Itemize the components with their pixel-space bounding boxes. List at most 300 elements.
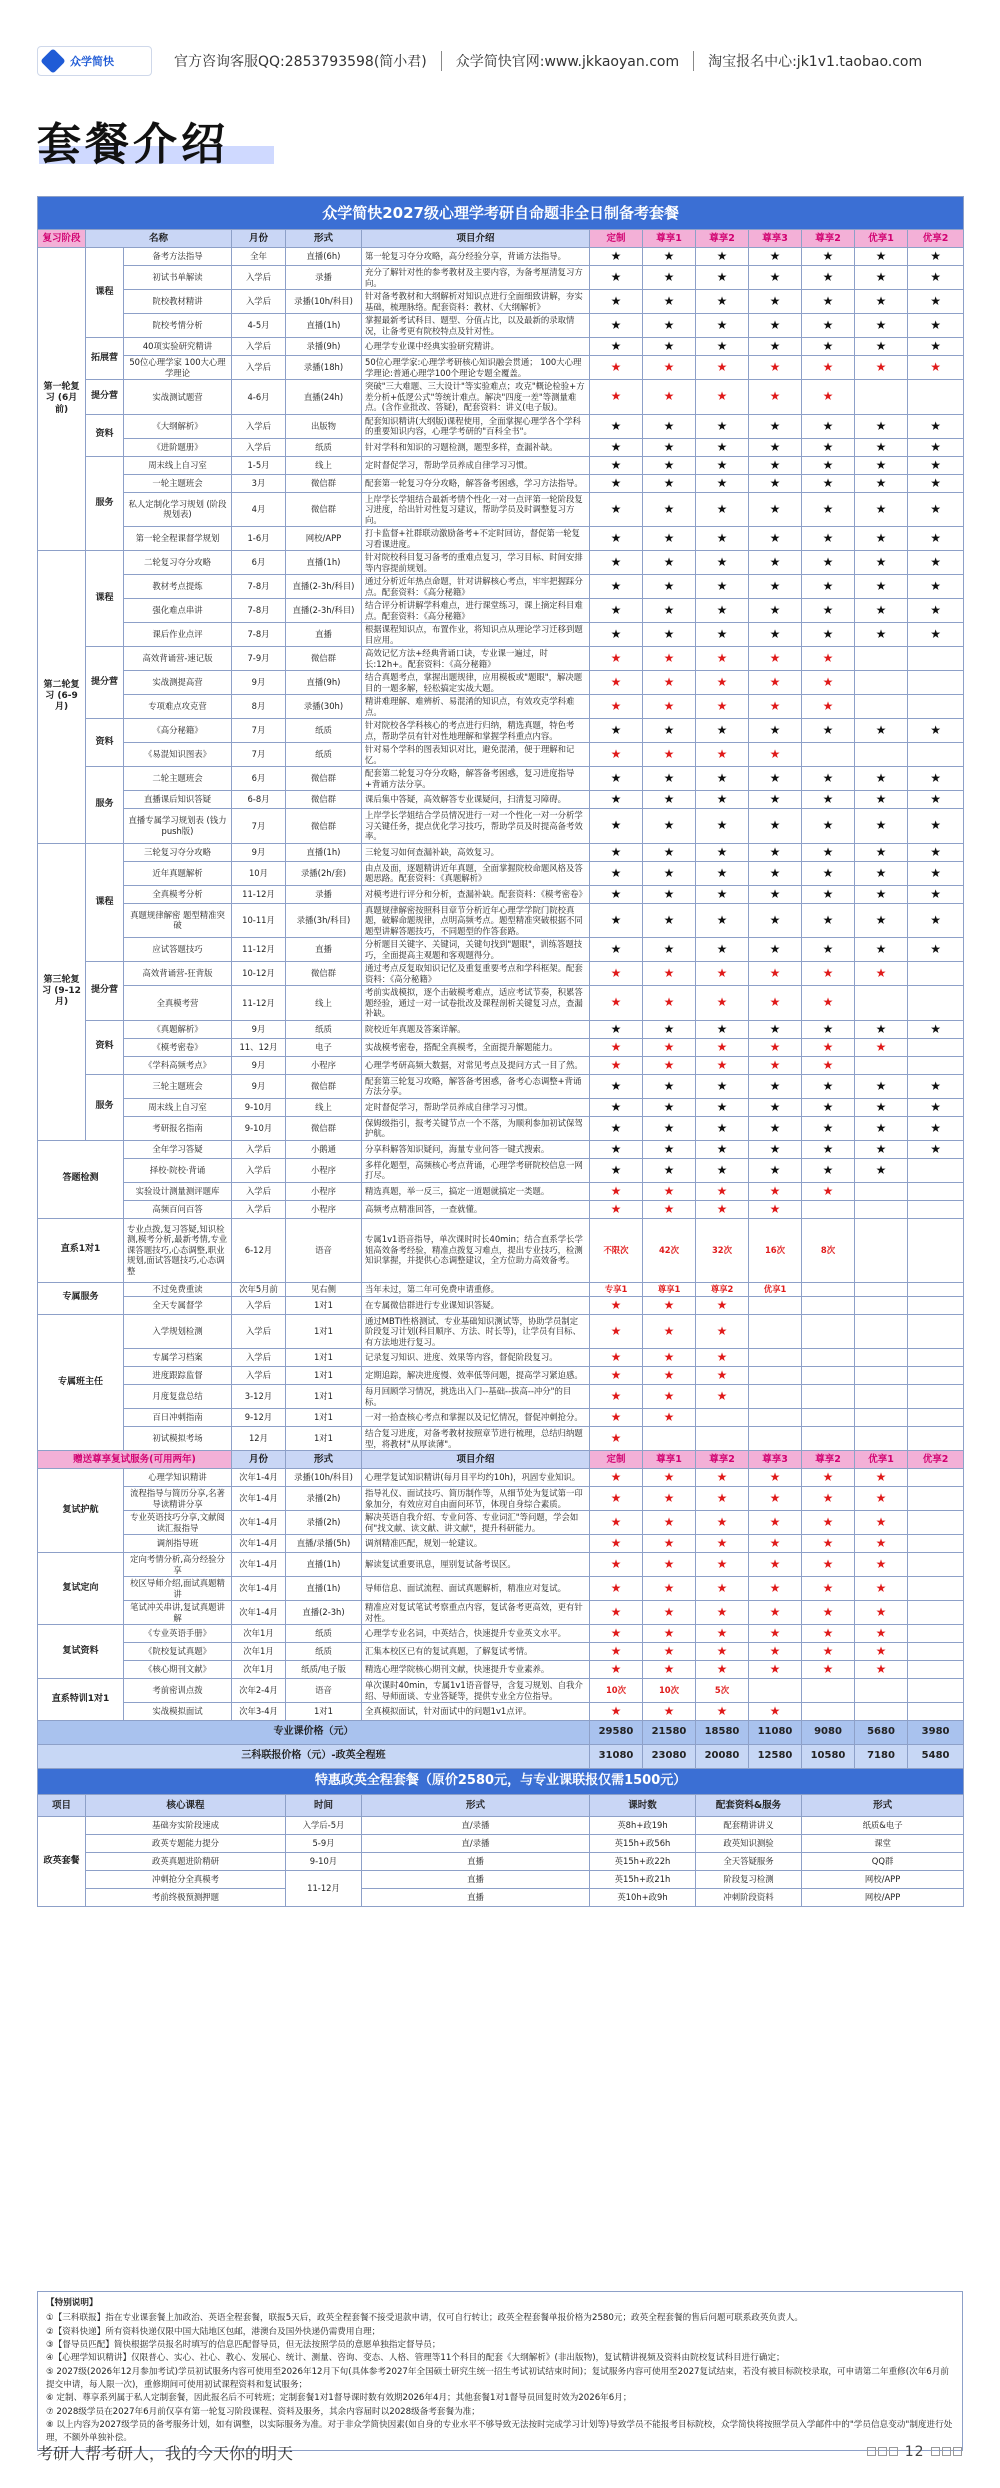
item-name: 院校考情分析 <box>124 314 232 338</box>
package-cell <box>802 767 855 791</box>
package-cell <box>643 1661 696 1679</box>
table-row <box>38 380 964 415</box>
star-icon: ★ <box>610 1099 622 1114</box>
item-intro: 多样化题型，高频核心考点背诵，心理学考研院校信息一网打尽。 <box>362 1158 590 1182</box>
star-icon: ★ <box>716 1350 728 1364</box>
note-item: ⑦ 2028级学员在2027年6月前仅享有第一轮复习阶段课程、资料及服务，其余内容届时以2028级备考套餐为准； <box>46 2406 480 2417</box>
item-month: 入学后 <box>232 1182 286 1200</box>
package-cell <box>643 1625 696 1643</box>
item-form: 录播(18h) <box>286 356 362 380</box>
item-name: 专项难点攻克营 <box>124 695 232 719</box>
item-form: 直播(2-3h/科目) <box>286 575 362 599</box>
star-icon: ★ <box>663 1078 675 1093</box>
item-name: 流程指导与简历分享,名著导读精讲分享 <box>124 1487 232 1511</box>
package-cell <box>643 551 696 575</box>
session-count <box>855 1679 908 1703</box>
star-icon: ★ <box>610 1057 622 1072</box>
package-cell <box>696 1553 749 1577</box>
table-row <box>38 1282 964 1296</box>
package-cell <box>855 671 908 695</box>
package-cell <box>908 719 964 743</box>
package-cell <box>696 1535 749 1553</box>
package-cell <box>749 1182 802 1200</box>
star-icon: ★ <box>822 603 834 617</box>
package-cell <box>696 1074 749 1098</box>
item-month: 11-12月 <box>232 986 286 1021</box>
item-form: 微信群 <box>286 767 362 791</box>
package-cell <box>643 1200 696 1218</box>
group-label: 资料 <box>86 1020 124 1074</box>
package-cell <box>908 266 964 290</box>
star-icon: ★ <box>769 1470 781 1484</box>
star-icon: ★ <box>716 457 728 472</box>
item-intro: 精讲难理解、难辨析、易混淆的知识点，有效攻克学科难点。 <box>362 695 590 719</box>
star-icon: ★ <box>930 579 941 593</box>
header-taobao[interactable]: 淘宝报名中心:jk1v1.taobao.com <box>693 51 936 71</box>
package-cell <box>643 1038 696 1056</box>
item-name: 百日冲刺指南 <box>124 1409 232 1427</box>
star-icon: ★ <box>610 1662 622 1676</box>
table-row <box>38 290 964 314</box>
package-cell <box>696 456 749 474</box>
star-icon: ★ <box>716 270 728 284</box>
item-form: 语音 <box>286 1679 362 1703</box>
package-cell <box>696 1056 749 1074</box>
table-row <box>38 456 964 474</box>
star-icon: ★ <box>822 249 834 263</box>
item-month: 7-8月 <box>232 599 286 623</box>
star-icon: ★ <box>930 865 941 880</box>
package-cell <box>643 1535 696 1553</box>
star-icon: ★ <box>930 418 941 433</box>
col-package: 尊享1 <box>643 1451 696 1469</box>
star-icon: ★ <box>716 723 728 737</box>
section-label: 答题检测 <box>38 1140 124 1218</box>
item-name: 全年学习答疑 <box>124 1140 232 1158</box>
star-icon: ★ <box>769 818 781 833</box>
policy-time: 入学后-5月 <box>286 1817 362 1835</box>
star-icon: ★ <box>930 339 941 353</box>
star-icon: ★ <box>822 1644 834 1658</box>
star-icon: ★ <box>716 818 728 833</box>
star-icon: ★ <box>875 1120 887 1135</box>
col-package: 优享1 <box>855 1451 908 1469</box>
package-cell <box>643 356 696 380</box>
item-month: 6月 <box>232 767 286 791</box>
package-cell <box>749 575 802 599</box>
policy-course: 考前终极预测押题 <box>86 1889 286 1907</box>
star-icon: ★ <box>610 1644 622 1658</box>
package-cell <box>855 1296 908 1314</box>
star-icon: ★ <box>930 360 941 374</box>
star-icon: ★ <box>769 603 781 617</box>
package-cell <box>696 1020 749 1038</box>
item-month: 11、12月 <box>232 1038 286 1056</box>
package-cell <box>908 885 964 903</box>
item-form: 直播(1h) <box>286 1553 362 1577</box>
star-icon: ★ <box>716 1039 728 1054</box>
item-month: 入学后 <box>232 356 286 380</box>
star-icon: ★ <box>663 651 675 665</box>
package-cell <box>908 1511 964 1535</box>
star-icon: ★ <box>716 1099 728 1114</box>
package-cell <box>696 1427 749 1451</box>
policy-hours: 英8h+政19h <box>590 1817 696 1835</box>
item-form: 录播(3h/科目) <box>286 903 362 938</box>
package-cell <box>696 647 749 671</box>
package-cell <box>908 1098 964 1116</box>
package-cell <box>908 575 964 599</box>
footer-slogan: 考研人帮考研人，我的今天你的明天 <box>37 2443 294 2463</box>
item-intro: 结合复习进度，对备考教材按照章节进行梳理，总结归纳题型，将教材"从厚读薄"。 <box>362 1427 590 1451</box>
item-intro: 实战模考密卷，搭配全真模考，全面提升解题能力。 <box>362 1038 590 1056</box>
reexam-col-month: 月份 <box>232 1451 286 1469</box>
star-icon: ★ <box>716 1581 728 1595</box>
combo-price-value: 31080 <box>590 1745 643 1769</box>
package-cell <box>696 671 749 695</box>
item-name: 月度复盘总结 <box>124 1385 232 1409</box>
policy-form2: 网校/APP <box>802 1871 964 1889</box>
item-month: 9月 <box>232 843 286 861</box>
session-count: 不限次 <box>590 1218 643 1282</box>
policy-col-course: 核心课程 <box>86 1795 286 1817</box>
table-row <box>38 474 964 492</box>
table-row <box>38 743 964 767</box>
item-form: 直播(2-3h) <box>286 1601 362 1625</box>
policy-banner: 特惠政英全程套餐（原价2580元，与专业课联报仅需1500元） <box>38 1769 964 1795</box>
policy-form: 直播 <box>362 1853 590 1871</box>
item-month: 入学后 <box>232 266 286 290</box>
star-icon: ★ <box>769 249 781 263</box>
package-cell <box>855 861 908 885</box>
star-icon: ★ <box>663 1201 675 1216</box>
page-decor-icon <box>867 2447 876 2456</box>
star-icon: ★ <box>769 886 781 901</box>
star-icon: ★ <box>663 865 675 880</box>
star-icon: ★ <box>663 579 675 593</box>
col-package: 优享1 <box>855 230 908 248</box>
package-cell <box>696 885 749 903</box>
package-cell <box>855 551 908 575</box>
package-cell <box>855 527 908 551</box>
table-row <box>38 623 964 647</box>
star-icon: ★ <box>663 1491 675 1505</box>
package-cell <box>696 1643 749 1661</box>
policy-col-item: 项目 <box>38 1795 86 1817</box>
policy-col-form: 形式 <box>362 1795 590 1817</box>
package-cell <box>590 671 643 695</box>
item-name: 周末线上自习室 <box>124 1098 232 1116</box>
star-icon: ★ <box>822 531 834 545</box>
table-row <box>38 1056 964 1074</box>
item-month: 12月 <box>232 1427 286 1451</box>
package-cell <box>855 1487 908 1511</box>
item-name: 笔试冲关串讲,复试真题讲解 <box>124 1601 232 1625</box>
star-icon: ★ <box>610 418 622 433</box>
package-cell <box>855 623 908 647</box>
package-cell <box>802 1601 855 1625</box>
star-icon: ★ <box>875 942 887 956</box>
star-icon: ★ <box>716 579 728 593</box>
col-package: 尊享3 <box>749 1451 802 1469</box>
star-icon: ★ <box>822 1662 834 1676</box>
item-name: 《模考密卷》 <box>124 1038 232 1056</box>
item-intro: 上岸学长学姐结合学员情况进行一对一个性化一对一分析学习关键任务，提点优化学习技巧，帮助学员及时提高备考效率。 <box>362 809 590 844</box>
package-cell <box>696 380 749 415</box>
star-icon: ★ <box>875 555 887 569</box>
item-name: 初试模拟考场 <box>124 1427 232 1451</box>
package-cell <box>749 962 802 986</box>
package-cell <box>802 1056 855 1074</box>
star-icon: ★ <box>822 942 834 956</box>
package-cell <box>749 599 802 623</box>
package-cell <box>908 1038 964 1056</box>
table-row <box>38 1703 964 1721</box>
package-cell <box>802 1074 855 1098</box>
package-cell <box>749 671 802 695</box>
item-intro: 精选心理学院核心期刊文献，快速提升专业素养。 <box>362 1661 590 1679</box>
star-icon: ★ <box>610 1581 622 1595</box>
star-icon: ★ <box>663 627 675 641</box>
star-icon: ★ <box>769 942 781 956</box>
package-cell <box>855 767 908 791</box>
table-row <box>38 719 964 743</box>
table-row <box>38 599 964 623</box>
star-icon: ★ <box>769 1491 781 1505</box>
item-month: 入学后 <box>232 1367 286 1385</box>
star-icon: ★ <box>769 418 781 433</box>
item-name: 直播课后知识答疑 <box>124 791 232 809</box>
star-icon: ★ <box>822 1515 834 1529</box>
star-icon: ★ <box>610 1141 622 1156</box>
package-cell <box>643 719 696 743</box>
package-cell <box>802 885 855 903</box>
item-intro: 心理学专业课中经典实验研究精讲。 <box>362 338 590 356</box>
table-row <box>38 1679 964 1703</box>
package-cell <box>855 1038 908 1056</box>
table-row <box>38 1385 964 1409</box>
star-icon: ★ <box>610 1201 622 1216</box>
star-icon: ★ <box>716 886 728 901</box>
package-cell <box>908 380 964 415</box>
star-icon: ★ <box>663 1410 675 1424</box>
package-cell <box>643 380 696 415</box>
star-icon: ★ <box>822 1141 834 1156</box>
item-name: 院校教材精讲 <box>124 290 232 314</box>
policy-material: 政英知识测验 <box>696 1835 802 1853</box>
item-form: 1对1 <box>286 1349 362 1367</box>
package-cell <box>908 1625 964 1643</box>
package-cell <box>908 492 964 527</box>
star-icon: ★ <box>769 270 781 284</box>
package-cell <box>802 1487 855 1511</box>
package-cell <box>696 1601 749 1625</box>
package-cell <box>855 1535 908 1553</box>
item-name: 周末线上自习室 <box>124 456 232 474</box>
package-cell <box>749 743 802 767</box>
star-icon: ★ <box>769 723 781 737</box>
table-row <box>38 791 964 809</box>
package-cell <box>590 474 643 492</box>
package-cell <box>908 1182 964 1200</box>
package-cell <box>802 492 855 527</box>
package-cell <box>590 1553 643 1577</box>
package-cell <box>590 791 643 809</box>
item-intro: 三轮复习如何查漏补缺，高效复习。 <box>362 843 590 861</box>
table-row <box>38 1200 964 1218</box>
star-icon: ★ <box>822 339 834 353</box>
item-intro: 配套第二轮复习夺分攻略，解答备考困惑，复习进度指导+背诵方法分享。 <box>362 767 590 791</box>
star-icon: ★ <box>610 1410 622 1424</box>
star-icon: ★ <box>663 942 675 956</box>
item-month: 入学后 <box>232 338 286 356</box>
package-cell <box>802 599 855 623</box>
package-cell <box>590 767 643 791</box>
session-count: 16次 <box>749 1218 802 1282</box>
star-icon: ★ <box>610 439 622 454</box>
star-icon: ★ <box>930 603 941 617</box>
package-cell <box>908 1427 964 1451</box>
item-intro: 高频考点精准回答，一查就懂。 <box>362 1200 590 1218</box>
package-cell <box>749 314 802 338</box>
package-cell <box>696 1116 749 1140</box>
star-icon: ★ <box>663 1021 675 1036</box>
col-package: 定制 <box>590 230 643 248</box>
star-icon: ★ <box>610 294 622 308</box>
package-cell <box>696 1314 749 1349</box>
package-cell <box>590 1409 643 1427</box>
package-cell <box>590 1074 643 1098</box>
star-icon: ★ <box>930 531 941 545</box>
col-package: 定制 <box>590 1451 643 1469</box>
stage-label: 第二轮复习 (6-9月) <box>38 551 86 844</box>
package-cell <box>643 1703 696 1721</box>
package-cell <box>855 1349 908 1367</box>
table-row <box>38 1098 964 1116</box>
item-intro: 调剂精准匹配，规划一轮建议。 <box>362 1535 590 1553</box>
session-count: 10次 <box>643 1679 696 1703</box>
star-icon: ★ <box>822 723 834 737</box>
package-cell <box>696 986 749 1021</box>
package-cell <box>908 1074 964 1098</box>
star-icon: ★ <box>610 771 622 785</box>
package-cell <box>696 767 749 791</box>
star-icon: ★ <box>610 1021 622 1036</box>
package-cell <box>590 903 643 938</box>
notes-title: 【特别说明】 <box>46 2298 98 2308</box>
package-cell <box>643 767 696 791</box>
item-month: 次年1-4月 <box>232 1487 286 1511</box>
package-cell <box>908 1314 964 1349</box>
package-cell <box>643 527 696 551</box>
session-count: 32次 <box>696 1218 749 1282</box>
table-row <box>38 647 964 671</box>
star-icon: ★ <box>930 723 941 737</box>
table-row <box>38 338 964 356</box>
table-row <box>38 1020 964 1038</box>
package-cell <box>802 1385 855 1409</box>
package-cell <box>855 266 908 290</box>
package-cell <box>590 1158 643 1182</box>
star-icon: ★ <box>610 360 622 374</box>
item-month: 次年5月前 <box>232 1282 286 1296</box>
item-intro: 通过分析近年热点命题，针对讲解核心考点，牢牢把握踩分点。配套资料：《高分秘籍》 <box>362 575 590 599</box>
package-cell <box>696 1469 749 1487</box>
item-intro: 针对院校各学科核心的考点进行归纳，精选真题，特色考点，帮助学员有针对性地理解和掌握学科重点内容。 <box>362 719 590 743</box>
package-cell <box>855 962 908 986</box>
item-intro: 课后集中答疑，高效解答专业课疑问，扫清复习障碍。 <box>362 791 590 809</box>
package-cell <box>855 474 908 492</box>
item-intro: 突破"三大难题、三大设计"等实验难点；攻克"概论检验+方差分析+低逻公式"等统计难点。解决"四度一差"等测量难点。(含作业批改、答疑)，配套资料：讲义(电子版)。 <box>362 380 590 415</box>
package-cell <box>749 1577 802 1601</box>
star-icon: ★ <box>769 1039 781 1054</box>
star-icon: ★ <box>663 294 675 308</box>
item-form: 1对1 <box>286 1314 362 1349</box>
group-label: 服务 <box>86 456 124 551</box>
package-cell <box>802 438 855 456</box>
package-cell <box>749 1296 802 1314</box>
package-cell <box>696 338 749 356</box>
package-cell <box>590 575 643 599</box>
package-cell <box>908 1409 964 1427</box>
item-month: 9月 <box>232 1056 286 1074</box>
package-cell <box>749 1469 802 1487</box>
item-form: 直播(6h) <box>286 248 362 266</box>
star-icon: ★ <box>663 1120 675 1135</box>
item-month: 7月 <box>232 809 286 844</box>
star-icon: ★ <box>822 1605 834 1619</box>
item-intro: 掌握最新考试科目、题型、分值占比，以及最新的录取情况，让备考更有院校特点及针对性。 <box>362 314 590 338</box>
col-package: 尊享1 <box>643 230 696 248</box>
item-month: 入学后 <box>232 1314 286 1349</box>
package-cell <box>908 338 964 356</box>
star-icon: ★ <box>822 501 834 516</box>
package-cell <box>749 356 802 380</box>
package-cell <box>908 623 964 647</box>
item-form: 线上 <box>286 456 362 474</box>
col-intro: 项目介绍 <box>362 230 590 248</box>
package-cell <box>855 695 908 719</box>
star-icon: ★ <box>716 439 728 454</box>
package-cell <box>643 1158 696 1182</box>
package-cell <box>749 1056 802 1074</box>
item-month: 次年1-4月 <box>232 1577 286 1601</box>
package-cell <box>802 266 855 290</box>
header-website[interactable]: 众学简快官网:www.jkkaoyan.com <box>441 51 693 71</box>
package-cell <box>696 1661 749 1679</box>
star-icon: ★ <box>716 675 728 689</box>
star-icon: ★ <box>822 1057 834 1072</box>
item-form: 1对1 <box>286 1296 362 1314</box>
package-cell <box>749 456 802 474</box>
brand-logo[interactable] <box>37 46 152 76</box>
item-form: 小鹅通 <box>286 1140 362 1158</box>
package-cell <box>802 1409 855 1427</box>
package-cell <box>696 1511 749 1535</box>
table-row <box>38 1409 964 1427</box>
star-icon: ★ <box>875 818 887 833</box>
star-icon: ★ <box>769 439 781 454</box>
star-icon: ★ <box>716 1557 728 1571</box>
package-cell <box>590 938 643 962</box>
item-intro: 专属1v1语音指导，单次课时时长40min；结合直系学长学姐高效备考经验，精准点拨复习难点，提出专业技巧，检测知识掌握，并提供心态调整建议，全方位助力高效备考。 <box>362 1218 590 1282</box>
item-form: 录播 <box>286 266 362 290</box>
star-icon: ★ <box>610 792 622 806</box>
package-cell <box>802 809 855 844</box>
star-icon: ★ <box>663 792 675 806</box>
package-cell <box>590 843 643 861</box>
table-row <box>38 1511 964 1535</box>
